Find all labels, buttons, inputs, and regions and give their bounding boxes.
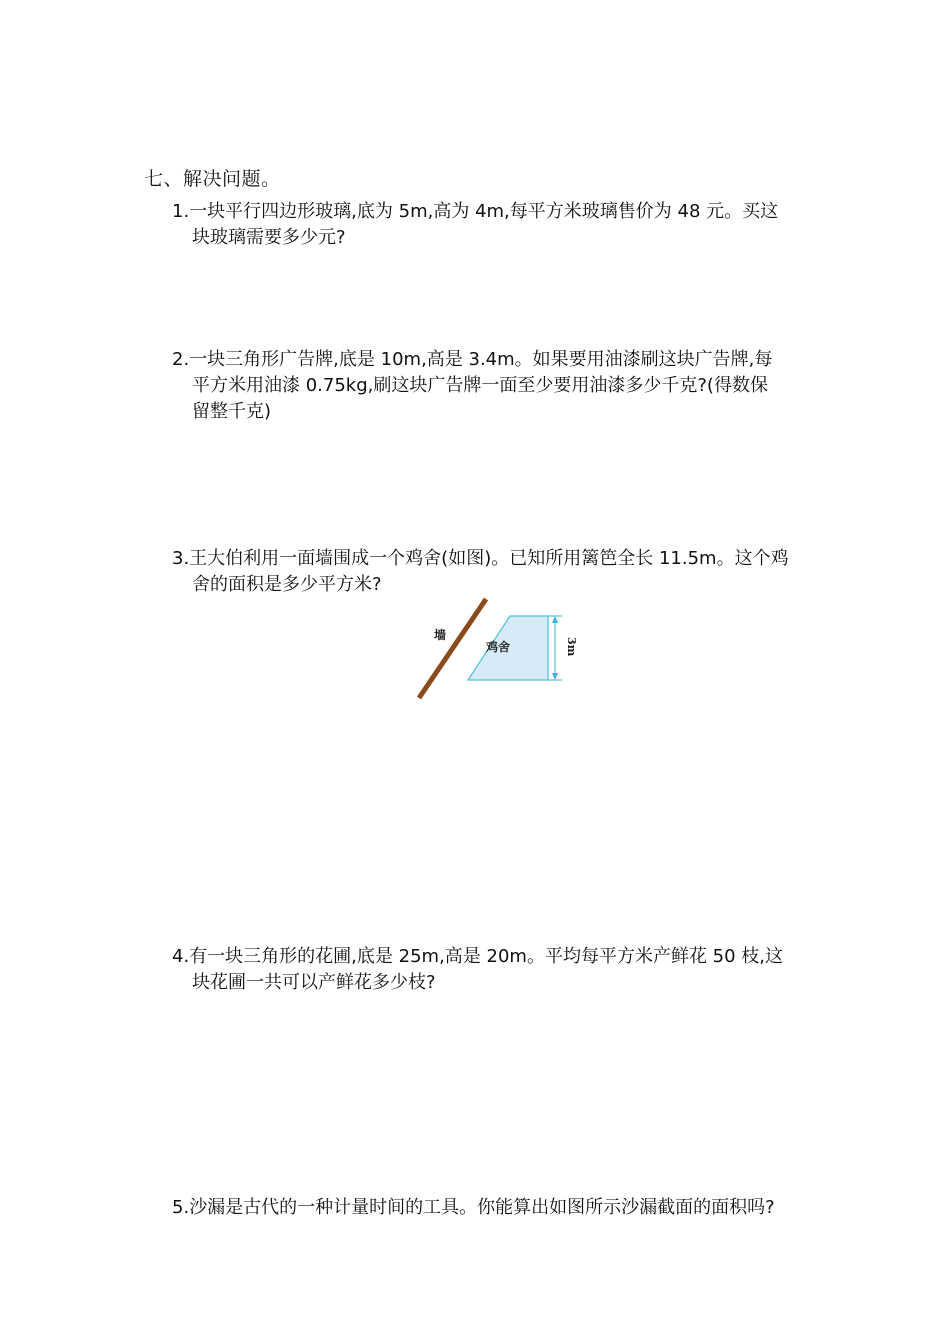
problem-text-line: 王大伯利用一面墙围成一个鸡舍(如图)。已知所用篱笆全长 11.5m。这个鸡 xyxy=(189,548,789,569)
problem-3 xyxy=(172,546,812,598)
problem-text-line: 舍的面积是多少平方米? xyxy=(192,574,382,595)
problem-text-line: 块花圃一共可以产鲜花多少枝? xyxy=(192,972,436,993)
arrow-up-icon xyxy=(552,616,558,623)
coop-label: 鸡舍 xyxy=(486,640,511,654)
problem-2 xyxy=(172,347,812,425)
problem-1 xyxy=(172,199,812,251)
arrow-down-icon xyxy=(552,673,558,680)
wall-label: 墙 xyxy=(434,628,447,642)
chicken-coop-diagram xyxy=(410,595,580,700)
height-label: 3m xyxy=(565,637,578,657)
problem-text-line: 沙漏是古代的一种计量时间的工具。你能算出如图所示沙漏截面的面积吗? xyxy=(189,1197,775,1218)
problem-text-line: 块玻璃需要多少元? xyxy=(192,227,346,248)
problem-text-line: 留整千克) xyxy=(192,401,272,422)
problem-number: 1. xyxy=(172,201,190,222)
problem-text-line: 平方米用油漆 0.75kg,刷这块广告牌一面至少要用油漆多少千克?(得数保 xyxy=(192,375,768,396)
problem-text-line: 一块三角形广告牌,底是 10m,高是 3.4m。如果要用油漆刷这块广告牌,每 xyxy=(189,349,773,370)
problem-number: 4. xyxy=(172,946,190,967)
section-title: 七、解决问题。 xyxy=(144,168,281,190)
problem-number: 3. xyxy=(172,548,190,569)
problem-text-line: 一块平行四边形玻璃,底为 5m,高为 4m,每平方米玻璃售价为 48 元。买这 xyxy=(189,201,779,222)
wall-line xyxy=(419,599,486,698)
problem-4 xyxy=(172,944,812,996)
chicken-coop-figure xyxy=(410,595,580,700)
problem-number: 2. xyxy=(172,349,190,370)
problem-5 xyxy=(172,1195,812,1221)
problem-number: 5. xyxy=(172,1197,190,1218)
problem-text-line: 有一块三角形的花圃,底是 25m,高是 20m。平均每平方米产鲜花 50 枝,这 xyxy=(189,946,784,967)
